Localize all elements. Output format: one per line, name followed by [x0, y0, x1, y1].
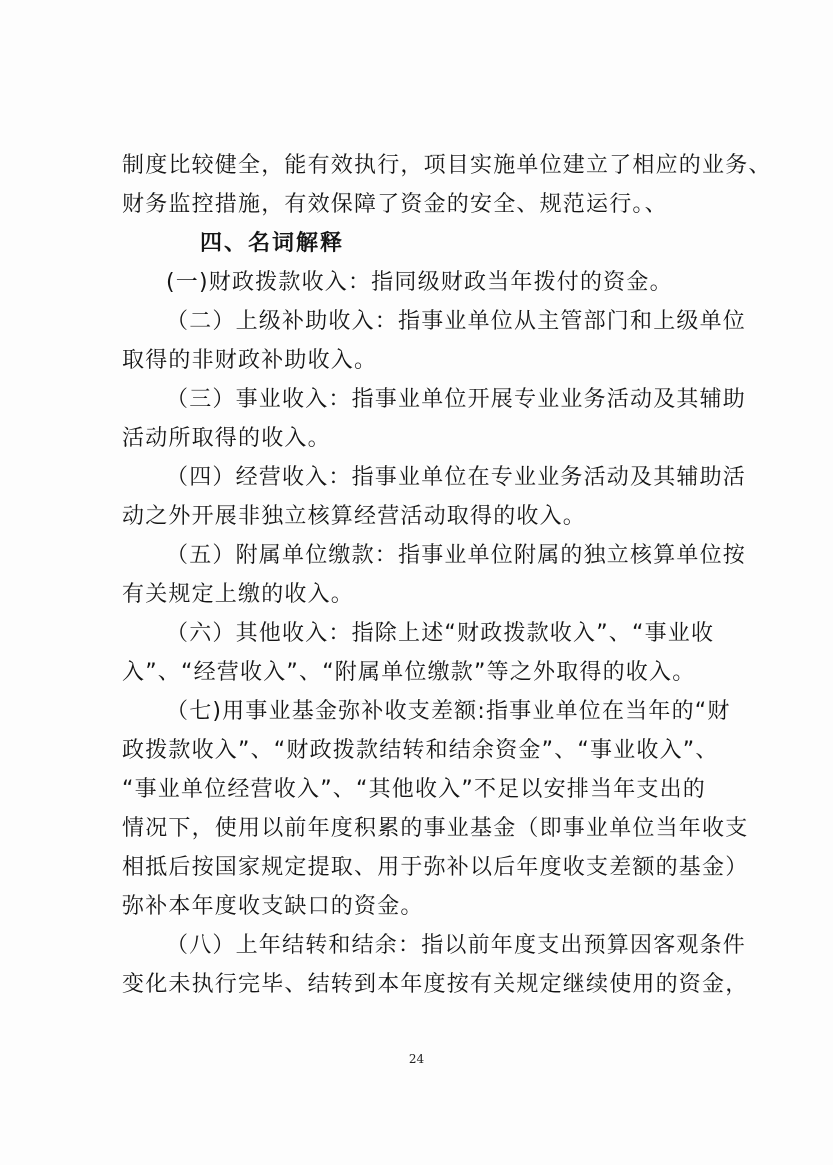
page-number: 24	[408, 1052, 425, 1066]
paragraph-line: 制度比较健全，能有效执行，项目实施单位建立了相应的业务、	[122, 153, 772, 178]
paragraph-line: 情况下，使用以前年度积累的事业基金（即事业单位当年收支	[122, 816, 749, 841]
paragraph-line: 财务监控措施，有效保障了资金的安全、规范运行。、	[122, 192, 668, 217]
document-body	[122, 146, 772, 1004]
definition-line-5: （五）附属单位缴款：指事业单位附属的独立核算单位按	[166, 543, 747, 568]
definition-line-8: （八）上年结转和结余：指以前年度支出预算因客观条件	[166, 933, 747, 958]
paragraph-line: 弥补本年度收支缺口的资金。	[122, 894, 424, 919]
definition-line-6: （六）其他收入：指除上述“财政拨款收入”、“事业收	[166, 621, 715, 646]
paragraph-line: 变化未执行完毕、结转到本年度按有关规定继续使用的资金，	[122, 972, 749, 997]
definition-line-7: （七)用事业基金弥补收支差额:指事业单位在当年的“财	[166, 699, 731, 724]
definition-line-3: （三）事业收入：指事业单位开展专业业务活动及其辅助	[166, 387, 747, 412]
paragraph-line: 动之外开展非独立核算经营活动取得的收入。	[122, 504, 587, 529]
paragraph-line: 取得的非财政补助收入。	[122, 348, 378, 373]
definition-line-2: （二）上级补助收入：指事业单位从主管部门和上级单位	[166, 309, 747, 334]
section-heading: 四、名词解释	[200, 231, 345, 256]
paragraph-line: “事业单位经营收入”、“其他收入”不足以安排当年支出的	[122, 777, 706, 802]
paragraph-line: 入”、“经营收入”、“附属单位缴款”等之外取得的收入。	[122, 660, 696, 685]
definition-line-4: （四）经营收入：指事业单位在专业业务活动及其辅助活	[166, 465, 747, 490]
definition-line-1: (一)财政拨款收入：指同级财政当年拨付的资金。	[166, 270, 673, 295]
paragraph-line: 活动所取得的收入。	[122, 426, 331, 451]
paragraph-line: 政拨款收入”、“财政拨款结转和结余资金”、“事业收入”、	[122, 738, 719, 763]
paragraph-line: 相抵后按国家规定提取、用于弥补以后年度收支差额的基金）	[122, 855, 749, 880]
paragraph-line: 有关规定上缴的收入。	[122, 582, 355, 607]
